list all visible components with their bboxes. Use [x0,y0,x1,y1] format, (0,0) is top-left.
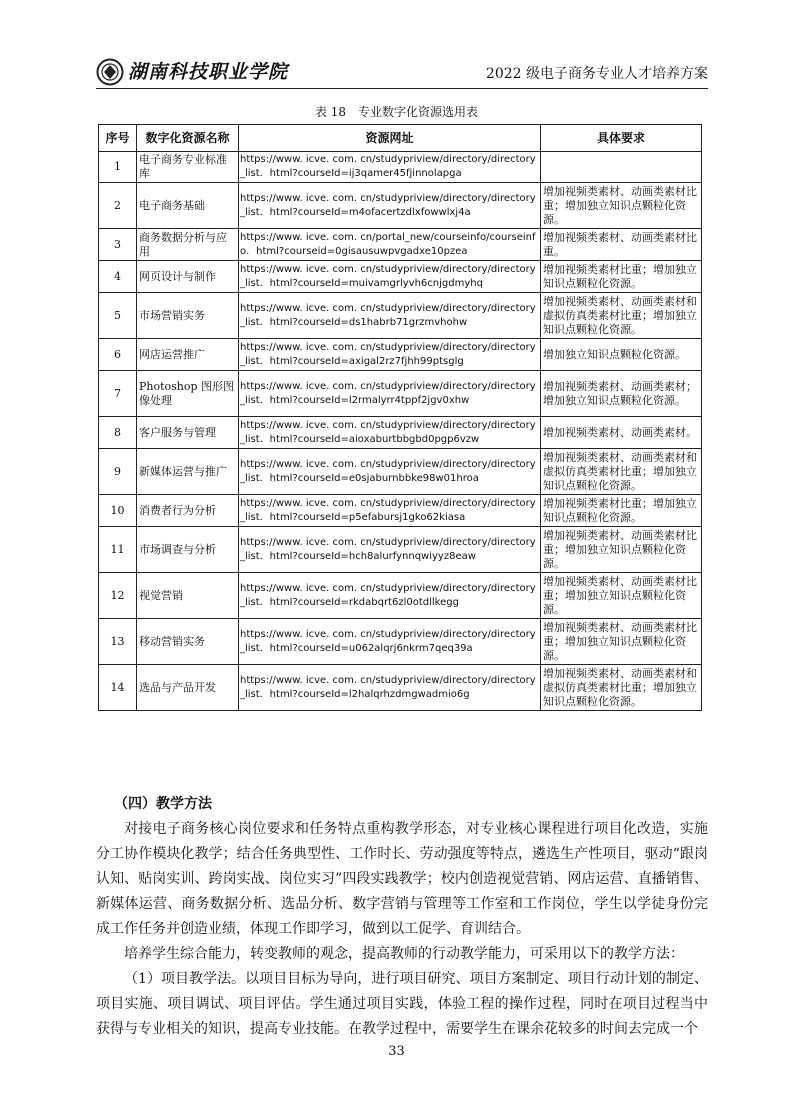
table-row [99,371,702,417]
resource-name: 电子商务基础 [137,183,239,229]
row-number: 1 [99,152,137,183]
row-number: 12 [99,573,137,619]
table-row [99,183,702,229]
resource-url: https://www. icve. com. cn/studypriview/directory/directory_list．html?courseId=rkdabqrt6zl0otdllkegg [239,573,541,619]
page-header [96,58,708,86]
page-number: 33 [388,1044,405,1059]
requirement: 增加视频类素材、动画类素材比重；增加独立知识点颗粒化资源。 [541,527,702,573]
paragraph: 对接电子商务核心岗位要求和任务特点重构教学形态，对专业核心课程进行项目化改造，实施分工协作模块化教学；结合任务典型性、工作时长、劳动强度等特点，遴选生产性项目，驱动“跟岗认知、贴岗实训、跨岗实战、岗位实习”四段实践教学；校内创造视觉营销、网店运营、直播销售、新媒体运营、商务数据分析、选品分析、数字营销与管理等工作室和工作岗位，学生以学徒身份完成工作任务并创造业绩，体现工作即学习，做到以工促学、育训结合。 [96,821,708,937]
table-row [99,527,702,573]
table-row [99,152,702,183]
resource-table [98,124,702,711]
resource-url: https://www. icve. com. cn/studypriview/directory/directory_list．html?courseId=l2halqrhzdmgwadmio6g [239,665,541,711]
row-number: 10 [99,495,137,527]
section-heading: （四）教学方法 [114,796,212,812]
school-logo-icon [96,58,124,86]
column-header-requirement: 具体要求 [541,125,702,152]
row-number: 11 [99,527,137,573]
requirement: 增加独立知识点颗粒化资源。 [541,339,702,371]
document-title: 2022 级电子商务专业人才培养方案 [485,66,708,82]
column-header-url: 资源网址 [239,125,541,152]
column-header-no: 序号 [99,125,137,152]
resource-name: 网页设计与制作 [137,261,239,293]
resource-name: 市场营销实务 [137,293,239,339]
row-number: 4 [99,261,137,293]
table-row [99,417,702,449]
resource-name: Photoshop 图形图像处理 [137,371,239,417]
table-row [99,293,702,339]
resource-url: https://www. icve. com. cn/studypriview/directory/directory_list．html?courseId=e0sjaburnbbke98w01hroa [239,449,541,495]
row-number: 13 [99,619,137,665]
resource-name: 视觉营销 [137,573,239,619]
resource-url: https://www. icve. com. cn/studypriview/directory/directory_list．html?courseId=ij3qamer45fjinnolapga [239,152,541,183]
requirement: 增加视频类素材、动画类素材和虚拟仿真类素材比重；增加独立知识点颗粒化资源。 [541,293,702,339]
table-row [99,665,702,711]
resource-name: 客户服务与管理 [137,417,239,449]
resource-url: https://www. icve. com. cn/studypriview/directory/directory_list．html?courseId=aioxaburtbbgbd0pgp6vzw [239,417,541,449]
resource-name: 移动营销实务 [137,619,239,665]
row-number: 6 [99,339,137,371]
requirement: 增加视频类素材比重；增加独立知识点颗粒化资源。 [541,495,702,527]
resource-url: https://www. icve. com. cn/studypriview/directory/directory_list．html?courseId=ds1habrb71grzmvhohw [239,293,541,339]
resource-url: https://www. icve. com. cn/studypriview/directory/directory_list．html?courseId=u062alqrj6nkrm7qeq39a [239,619,541,665]
table-row [99,339,702,371]
row-number: 9 [99,449,137,495]
requirement: 增加视频类素材、动画类素材比重。 [541,229,702,261]
column-header-name: 数字化资源名称 [137,125,239,152]
resource-name: 选品与产品开发 [137,665,239,711]
resource-name: 消费者行为分析 [137,495,239,527]
resource-url: https://www. icve. com. cn/studypriview/directory/directory_list．html?courseId=l2rmalyrr4tppf2jgv0xhw [239,371,541,417]
resource-name: 市场调查与分析 [137,527,239,573]
requirement: 增加视频类素材、动画类素材比重；增加独立知识点颗粒化资源。 [541,183,702,229]
resource-url: https://www. icve. com. cn/studypriview/directory/directory_list．html?courseId=muivamgrlyvh6cnjgdmyhq [239,261,541,293]
requirement: 增加视频类素材、动画类素材和虚拟仿真类素材比重；增加独立知识点颗粒化资源。 [541,449,702,495]
requirement: 增加视频类素材、动画类素材比重；增加独立知识点颗粒化资源。 [541,573,702,619]
table-body [99,152,702,711]
resource-url: https://www. icve. com. cn/studypriview/directory/directory_list．html?courseId=axigal2rz7fjhh99ptsglg [239,339,541,371]
resource-name: 电子商务专业标准库 [137,152,239,183]
paragraph: （1）项目教学法。以项目目标为导向，进行项目研究、项目方案制定、项目行动计划的制定、项目实施、项目调试、项目评估。学生通过项目实践，体验工程的操作过程，同时在项目过程当中获得与专业相关的知识，提高专业技能。在教学过程中，需要学生在课余花较多的时间去完成一个 [96,971,708,1037]
row-number: 3 [99,229,137,261]
requirement [541,152,702,183]
section-teaching-methods [96,792,708,1042]
requirement: 增加视频类素材、动画类素材。 [541,417,702,449]
table-row [99,619,702,665]
row-number: 7 [99,371,137,417]
table-header-row [99,125,702,152]
requirement: 增加视频类素材、动画类素材和虚拟仿真类素材比重；增加独立知识点颗粒化资源。 [541,665,702,711]
table-row [99,261,702,293]
row-number: 8 [99,417,137,449]
school-name: 湖南科技职业学院 [128,61,289,83]
table-caption: 表 18 专业数字化资源选用表 [314,105,479,119]
resource-url: https://www. icve. com. cn/studypriview/directory/directory_list．html?courseId=hch8alurfynnqwiyyz8eaw [239,527,541,573]
row-number: 14 [99,665,137,711]
table-row [99,573,702,619]
row-number: 2 [99,183,137,229]
resource-url: https://www. icve. com. cn/studypriview/directory/directory_list．html?courseId=m4ofacertzdlxfowwlxj4a [239,183,541,229]
table-row [99,495,702,527]
resource-name: 新媒体运营与推广 [137,449,239,495]
resource-name: 网店运营推广 [137,339,239,371]
requirement: 增加视频类素材比重；增加独立知识点颗粒化资源。 [541,261,702,293]
header-divider [96,88,708,89]
requirement: 增加视频类素材、动画类素材比重；增加独立知识点颗粒化资源。 [541,619,702,665]
table-row [99,229,702,261]
resource-url: https://www. icve. com. cn/portal_new/courseinfo/courseinfo．html?courseid=0gisausuwpvgadxe10pzea [239,229,541,261]
requirement: 增加视频类素材、动画类素材；增加独立知识点颗粒化资源。 [541,371,702,417]
row-number: 5 [99,293,137,339]
paragraph: 培养学生综合能力，转变教师的观念，提高教师的行动教学能力，可采用以下的教学方法： [124,946,684,962]
table-row [99,449,702,495]
resource-url: https://www. icve. com. cn/studypriview/directory/directory_list．html?courseId=p5efabursj1gko62kiasa [239,495,541,527]
resource-name: 商务数据分析与应用 [137,229,239,261]
